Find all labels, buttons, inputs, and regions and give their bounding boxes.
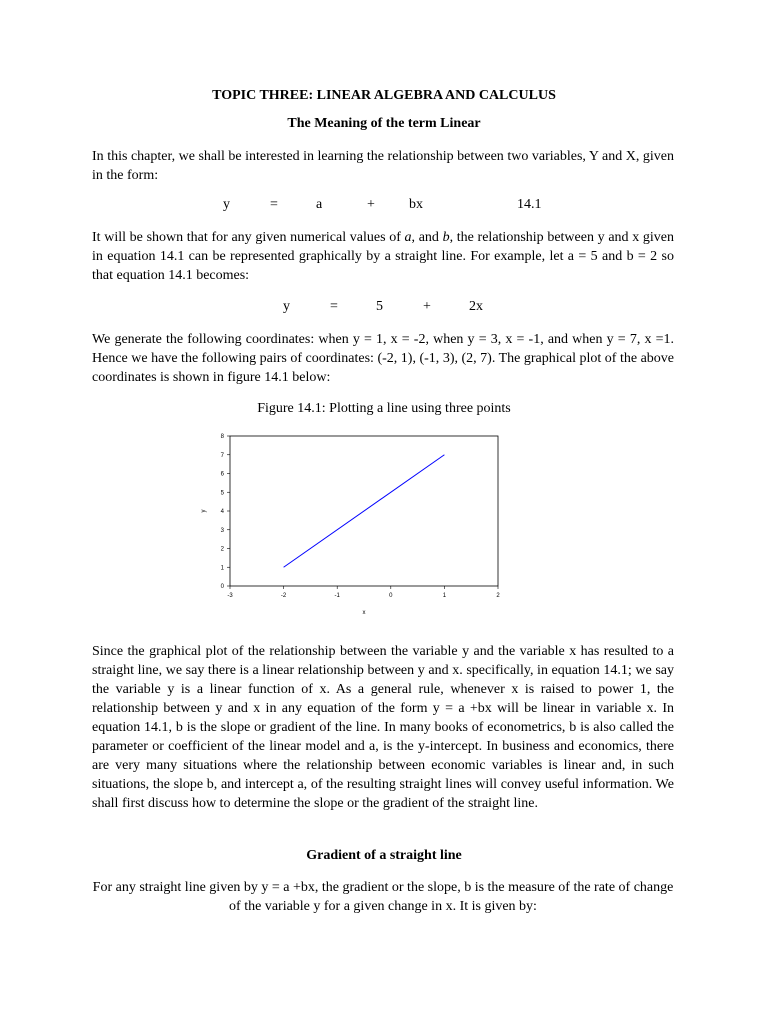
eq1-number: 14.1: [517, 197, 542, 212]
paragraph-example: It will be shown that for any given numerical values of a, and b, the relationship between y and x given in equation 14.1 can be represented graphically by a straight line. For example, let a = 5 and b = 2 so that equation 14.1 becomes:: [92, 230, 674, 283]
eq1-y: y: [223, 197, 230, 212]
figure-caption: Figure 14.1: Plotting a line using three points: [257, 401, 511, 416]
eq1-plus: +: [367, 197, 375, 212]
eq1-equals: =: [270, 197, 278, 212]
y-tick-label: 2: [220, 546, 224, 553]
eq1-bx: bx: [409, 197, 423, 212]
y-tick-label: 6: [220, 471, 224, 478]
eq2-equals: =: [330, 299, 338, 314]
y-tick-label: 5: [220, 490, 224, 497]
series-line-y-vs-x: [284, 455, 445, 568]
x-tick-label: -3: [227, 593, 233, 599]
paragraph-linear-explanation: Since the graphical plot of the relationship between the variable y and the variable x has resulted to a straight line, we say there is a linear relationship between y and x. specifically, in equation 14.1; we say the variable y is a linear function of x. As a general rule, whenever x is raised to power 1, the relationship between y and x in any equation of the form y = a +bx will be linear in variable x. In equation 14.1, b is the slope or gradient of the line. In many books of econometrics, b is also called the parameter or coefficient of the linear model and a, is the y-intercept. In business and economics, there are very many situations where the relationship between economic variables is linear and, in such situations, the slope b, and intercept a, of the resulting straight lines will convey useful information. We shall first discuss how to determine the slope or the gradient of the straight line.: [92, 644, 674, 811]
y-axis-label: y: [201, 509, 207, 513]
x-tick-label: 2: [496, 593, 500, 599]
section-title-linear: The Meaning of the term Linear: [287, 116, 481, 131]
eq2-plus: +: [423, 299, 431, 314]
paragraph-intro: In this chapter, we shall be interested in learning the relationship between two variables, Y and X, given in the form:: [92, 149, 674, 183]
eq2-y: y: [283, 299, 290, 314]
y-tick-label: 7: [220, 452, 224, 459]
section-title-gradient: Gradient of a straight line: [306, 848, 462, 863]
x-tick-label: 1: [442, 593, 447, 599]
eq1-a: a: [316, 197, 323, 212]
paragraph-gradient: For any straight line given by y = a +bx, the gradient or the slope, b is the measure of the rate of change of the variable y for a given change in x. It is given by:: [92, 880, 674, 914]
y-axis-ticks: [221, 434, 230, 590]
line-chart: [196, 425, 506, 620]
italic-b: b: [442, 230, 450, 245]
paragraph-coordinates: We generate the following coordinates: when y = 1, x = -2, when y = 3, x = -1, and when y = 7, x =1. Hence we have the following pairs of coordinates: (-2, 1), (-1, 3), (2, 7). The graphical plot of the above coordinates is shown in figure 14.1 below:: [92, 332, 674, 385]
topic-title: TOPIC THREE: LINEAR ALGEBRA AND CALCULUS: [212, 88, 556, 103]
eq2-bx: 2x: [469, 299, 483, 314]
x-tick-label: -2: [280, 593, 287, 599]
y-tick-label: 8: [220, 434, 224, 440]
y-tick-label: 0: [220, 584, 224, 590]
y-tick-label: 3: [220, 527, 224, 534]
italic-a: a: [404, 230, 412, 245]
y-tick-label: 1: [220, 565, 224, 572]
x-tick-label: -1: [334, 593, 340, 599]
x-axis-ticks: [227, 586, 500, 599]
x-axis-label: x: [362, 610, 366, 616]
y-tick-label: 4: [220, 509, 224, 515]
x-tick-label: 0: [389, 593, 393, 599]
eq2-a: 5: [376, 299, 383, 314]
